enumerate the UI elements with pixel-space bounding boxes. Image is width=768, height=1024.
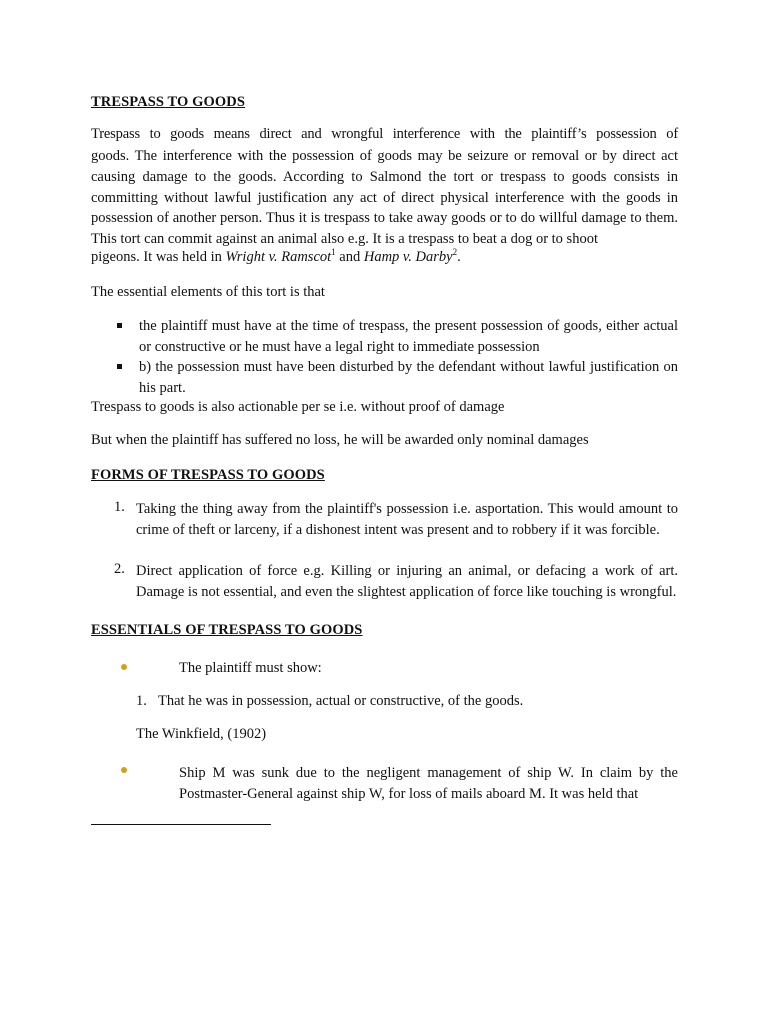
case-hamp-v-darby: Hamp v. Darby (363, 249, 453, 265)
intro-end: . (457, 249, 461, 265)
case-wright-v-ramscot: Wright v. Ramscot (225, 249, 332, 265)
essential-number-1: 1. (136, 693, 147, 709)
intro-first-line: Trespass to goods means direct and wrongful interference with the plaintiff’s possession of (91, 126, 678, 142)
case-the-winkfield: The Winkfield, (1902) (136, 726, 267, 742)
form-number-2: 2. (114, 561, 125, 577)
form-item-2: Direct application of force e.g. Killing or injuring an animal, or defacing a work of art. Damage is not essential, and even the slightest application of force like touching is wrongful. (136, 563, 678, 600)
gold-bullet-icon (121, 664, 127, 670)
element-item-2: b) the possession must have been disturbed by the defendant without lawful justification on his part. (139, 359, 678, 396)
actionable-per-se: Trespass to goods is also actionable per se i.e. without proof of damage (91, 399, 505, 415)
form-number-1: 1. (114, 499, 125, 515)
gold-bullet-icon (121, 767, 127, 773)
intro-and: and (335, 249, 364, 265)
intro-paragraph (91, 146, 678, 250)
element-item-1: the plaintiff must have at the time of trespass, the present possession of goods, either actual or constructive or he must have a legal right to immediate possession (139, 318, 678, 355)
square-bullet-icon (117, 323, 122, 328)
essential-item-1: That he was in possession, actual or constructive, of the goods. (158, 693, 524, 709)
intro-text: goods. The interference with the possession of goods may be seizure or removal or by direct act causing damage to the goods. According to Salmond the tort or trespass to goods consists in committing without lawful justification any act of direct physical interference with the goods in possession of another person. Thus it is trespass to take away goods or to do willful damage to them. This tort can commit against an animal also e.g. It is a trespass to beat a dog or to shoot (91, 148, 678, 248)
intro-last-prefix: pigeons. It was held in (91, 249, 226, 265)
form-item-1: Taking the thing away from the plaintiff's possession i.e. asportation. This would amount to crime of theft or larceny, if a dishonest intent was present and to robbery if it was forcible. (136, 501, 678, 538)
footnote-ref-2[interactable]: 2 (452, 247, 458, 258)
heading-essentials: ESSENTIALS OF TRESPASS TO GOODS (91, 622, 363, 638)
square-bullet-icon (117, 364, 122, 369)
intro-last-line (91, 249, 461, 266)
heading-trespass-to-goods: TRESPASS TO GOODS (91, 94, 246, 110)
heading-forms-of-trespass: FORMS OF TRESPASS TO GOODS (91, 467, 325, 483)
plaintiff-must-show: The plaintiff must show: (179, 660, 322, 676)
elements-intro: The essential elements of this tort is that (91, 284, 325, 300)
footnote-divider (91, 824, 271, 825)
nominal-damages: But when the plaintiff has suffered no loss, he will be awarded only nominal damages (91, 432, 589, 448)
footnote-ref-1[interactable]: 1 (331, 247, 336, 258)
ship-paragraph: Ship M was sunk due to the negligent management of ship W. In claim by the Postmaster-General against ship W, for loss of mails aboard M. It was held that (179, 765, 678, 802)
